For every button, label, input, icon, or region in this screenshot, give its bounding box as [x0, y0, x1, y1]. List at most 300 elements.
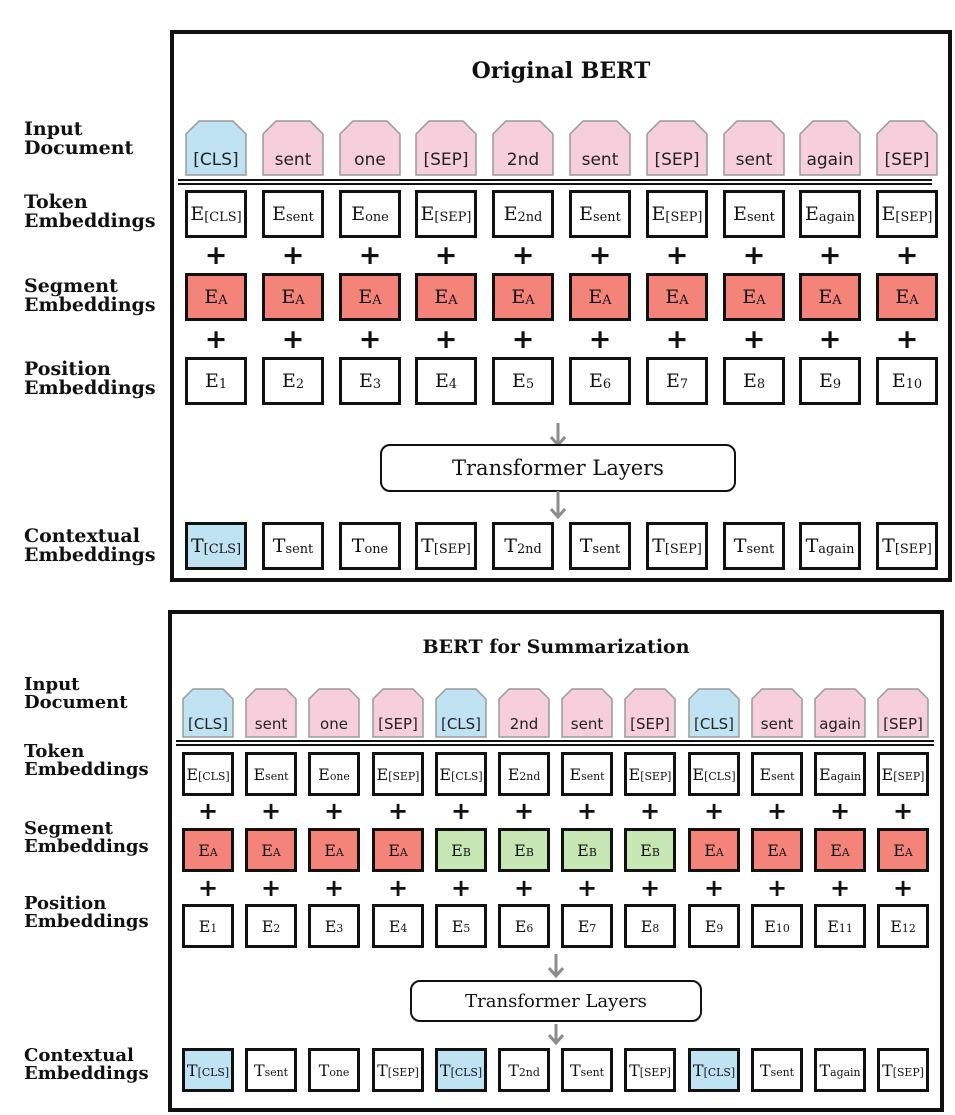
- segment-embedding: [646, 273, 708, 321]
- embedding-subscript: [SEP]: [665, 209, 703, 225]
- embedding-symbol: E: [665, 370, 680, 392]
- segment-embedding: [262, 273, 324, 321]
- contextual-embedding: [245, 1048, 297, 1092]
- contextual-embedding: [308, 1048, 360, 1092]
- segment-embedding: [498, 828, 550, 872]
- embedding-subscript: [CLS]: [704, 770, 736, 784]
- embedding-symbol: E: [351, 203, 366, 225]
- input-token: [561, 688, 613, 738]
- embedding-subscript: A: [372, 292, 382, 308]
- plus-sign: +: [766, 797, 788, 825]
- embedding-symbol: E: [759, 764, 772, 784]
- input-token: [569, 120, 631, 176]
- position-embedding: [245, 904, 297, 948]
- plus-sign: +: [703, 874, 725, 902]
- input-token: [498, 688, 550, 738]
- embedding-symbol: E: [569, 764, 582, 784]
- position-embedding: [492, 357, 554, 405]
- contextual-embedding: [624, 1048, 676, 1092]
- token-text: one: [320, 715, 348, 733]
- plus-sign: +: [639, 874, 661, 902]
- token-text: sent: [760, 715, 794, 733]
- embedding-subscript: 2nd: [516, 541, 542, 557]
- plus-sign: +: [829, 874, 851, 902]
- embedding-subscript: sent: [264, 1066, 289, 1080]
- embedding-subscript: 10: [775, 922, 790, 936]
- embedding-subscript: [CLS]: [203, 541, 242, 557]
- plus-sign: +: [204, 240, 228, 271]
- embedding-subscript: [SEP]: [664, 541, 702, 557]
- embedding-symbol: E: [376, 764, 389, 784]
- embedding-symbol: E: [767, 840, 779, 860]
- plus-sign: +: [895, 240, 919, 271]
- row-label-token: [24, 743, 149, 780]
- input-token: [646, 120, 708, 176]
- embedding-subscript: 8: [652, 922, 660, 936]
- embedding-symbol: T: [805, 535, 819, 557]
- embedding-subscript: A: [909, 292, 919, 308]
- plus-sign: +: [892, 797, 914, 825]
- row-label-line: Input: [24, 118, 83, 140]
- embedding-symbol: E: [640, 840, 652, 860]
- embedding-symbol: E: [198, 840, 210, 860]
- embedding-subscript: 4: [400, 922, 408, 936]
- row-label-line: Position: [24, 358, 111, 380]
- embedding-symbol: E: [503, 203, 518, 225]
- plus-sign: +: [588, 324, 612, 355]
- row-label-segment: [24, 820, 149, 857]
- embedding-subscript: A: [756, 292, 766, 308]
- token-text: [SEP]: [630, 715, 670, 733]
- contextual-embedding: [876, 522, 938, 570]
- token-text: [CLS]: [693, 715, 735, 733]
- embedding-subscript: A: [399, 846, 408, 860]
- plus-sign: +: [323, 797, 345, 825]
- plus-sign: +: [511, 324, 535, 355]
- embedding-subscript: [CLS]: [450, 1066, 483, 1080]
- segment-embedding: [415, 273, 477, 321]
- token-text: sent: [581, 150, 619, 170]
- transformer-layers-box: Transformer Layers: [380, 444, 736, 492]
- token-embedding: [723, 190, 785, 238]
- plus-sign: +: [576, 874, 598, 902]
- contextual-embedding: [751, 1048, 803, 1092]
- segment-embedding: [492, 273, 554, 321]
- token-text: [SEP]: [378, 715, 418, 733]
- token-text: sent: [735, 150, 773, 170]
- embedding-subscript: A: [679, 292, 689, 308]
- embedding-symbol: E: [451, 916, 464, 936]
- token-text: [CLS]: [193, 150, 239, 170]
- row-label-line: Input: [24, 674, 80, 695]
- segment-embedding: [569, 273, 631, 321]
- embedding-symbol: T: [882, 1060, 893, 1080]
- embedding-subscript: 3: [336, 922, 344, 936]
- token-text: again: [819, 715, 861, 733]
- transformer-layers-box: Transformer Layers: [410, 980, 702, 1022]
- embedding-subscript: 10: [905, 376, 923, 392]
- embedding-subscript: A: [841, 846, 850, 860]
- position-embedding: [877, 904, 929, 948]
- embedding-subscript: A: [832, 292, 842, 308]
- token-embedding: [339, 190, 401, 238]
- row-label-line: Embeddings: [24, 544, 156, 567]
- contextual-embedding: [569, 522, 631, 570]
- input-token: [185, 120, 247, 176]
- embedding-subscript: [SEP]: [640, 770, 672, 784]
- position-embedding: [799, 357, 861, 405]
- contextual-embedding: [415, 522, 477, 570]
- contextual-embedding: [646, 522, 708, 570]
- embedding-symbol: E: [420, 203, 435, 225]
- embedding-subscript: B: [651, 846, 660, 860]
- embedding-subscript: 2nd: [519, 770, 541, 784]
- contextual-embedding: [339, 522, 401, 570]
- input-token: [245, 688, 297, 738]
- embedding-subscript: again: [830, 1066, 861, 1080]
- input-token: [814, 688, 866, 738]
- embedding-subscript: sent: [593, 209, 621, 225]
- plus-sign: +: [260, 874, 282, 902]
- plus-sign: +: [281, 240, 305, 271]
- token-embedding: [415, 190, 477, 238]
- embedding-subscript: B: [525, 846, 534, 860]
- embedding-symbol: E: [281, 286, 296, 308]
- embedding-symbol: T: [318, 1060, 330, 1080]
- embedding-symbol: E: [704, 916, 717, 936]
- embedding-symbol: E: [818, 764, 831, 784]
- embedding-symbol: T: [190, 535, 204, 557]
- token-embedding: [799, 190, 861, 238]
- embedding-subscript: [CLS]: [204, 209, 242, 225]
- row-label-line: Document: [24, 137, 134, 160]
- embedding-subscript: [SEP]: [433, 541, 471, 557]
- embedding-subscript: A: [602, 292, 612, 308]
- token-embedding: [624, 752, 676, 796]
- embedding-symbol: E: [881, 764, 894, 784]
- embedding-subscript: A: [715, 846, 724, 860]
- plus-sign: +: [434, 324, 458, 355]
- embedding-symbol: T: [759, 1060, 771, 1080]
- position-embedding: [435, 904, 487, 948]
- embedding-symbol: E: [324, 840, 336, 860]
- plus-sign: +: [818, 240, 842, 271]
- embedding-symbol: E: [764, 916, 776, 936]
- token-text: sent: [570, 715, 604, 733]
- row-label-line: Embeddings: [24, 759, 149, 781]
- embedding-subscript: 1: [210, 922, 218, 936]
- row-label-line: Contextual: [24, 1045, 134, 1066]
- embedding-symbol: T: [508, 1060, 519, 1080]
- contextual-embedding: [723, 522, 785, 570]
- embedding-subscript: [SEP]: [388, 770, 420, 784]
- embedding-subscript: sent: [581, 770, 605, 784]
- position-embedding: [262, 357, 324, 405]
- contextual-embedding: [799, 522, 861, 570]
- embedding-symbol: T: [504, 535, 517, 557]
- embedding-subscript: again: [818, 209, 855, 225]
- contextual-embedding: [688, 1048, 740, 1092]
- embedding-symbol: E: [388, 840, 400, 860]
- segment-embedding: [435, 828, 487, 872]
- embedding-symbol: E: [891, 370, 906, 392]
- embedding-symbol: E: [511, 286, 526, 308]
- row-label-line: Segment: [24, 275, 118, 297]
- embedding-subscript: 8: [756, 376, 766, 392]
- plus-sign: +: [387, 797, 409, 825]
- embedding-subscript: sent: [747, 209, 775, 225]
- embedding-symbol: E: [324, 916, 337, 936]
- token-embedding: [688, 752, 740, 796]
- embedding-symbol: E: [434, 370, 449, 392]
- segment-embedding: [799, 273, 861, 321]
- plus-sign: +: [892, 874, 914, 902]
- embedding-symbol: E: [272, 203, 287, 225]
- embedding-subscript: 12: [901, 922, 916, 936]
- row-label-input: [24, 676, 128, 713]
- token-embedding: [245, 752, 297, 796]
- embedding-subscript: sent: [771, 770, 795, 784]
- embedding-symbol: E: [514, 916, 527, 936]
- embedding-subscript: one: [365, 209, 389, 225]
- row-label-line: Contextual: [24, 525, 140, 547]
- token-embedding: [877, 752, 929, 796]
- segment-embedding: [723, 273, 785, 321]
- embedding-subscript: 5: [525, 376, 535, 392]
- row-label-line: Token: [24, 191, 88, 213]
- plus-sign: +: [197, 797, 219, 825]
- embedding-subscript: 1: [218, 376, 228, 392]
- row-label-contextual: [24, 527, 156, 566]
- embedding-symbol: E: [577, 840, 589, 860]
- input-token: [339, 120, 401, 176]
- input-token: [262, 120, 324, 176]
- embedding-subscript: [CLS]: [703, 1066, 736, 1080]
- embedding-symbol: E: [818, 286, 833, 308]
- position-embedding: [561, 904, 613, 948]
- embedding-subscript: 2: [273, 922, 281, 936]
- embedding-subscript: sent: [580, 1066, 605, 1080]
- embedding-symbol: E: [261, 840, 273, 860]
- row-label-position: [24, 360, 156, 399]
- row-label-segment: [24, 277, 156, 316]
- token-embedding: [561, 752, 613, 796]
- row-label-line: Document: [24, 692, 128, 714]
- embedding-subscript: B: [462, 846, 471, 860]
- embedding-symbol: T: [421, 535, 434, 557]
- plus-sign: +: [818, 324, 842, 355]
- embedding-symbol: T: [629, 1060, 640, 1080]
- embedding-symbol: E: [893, 840, 905, 860]
- embedding-symbol: T: [439, 1060, 451, 1080]
- embedding-subscript: sent: [592, 541, 621, 557]
- plus-sign: +: [513, 797, 535, 825]
- plus-sign: +: [281, 324, 305, 355]
- plus-sign: +: [895, 324, 919, 355]
- row-label-line: Embeddings: [24, 377, 156, 400]
- embedding-subscript: A: [209, 846, 218, 860]
- embedding-subscript: [CLS]: [197, 1066, 230, 1080]
- embedding-subscript: 7: [589, 922, 597, 936]
- position-embedding: [308, 904, 360, 948]
- embedding-subscript: [SEP]: [639, 1066, 671, 1080]
- embedding-subscript: 6: [602, 376, 612, 392]
- token-text: [SEP]: [884, 150, 930, 170]
- position-embedding: [182, 904, 234, 948]
- embedding-subscript: 9: [716, 922, 724, 936]
- embedding-symbol: T: [819, 1060, 831, 1080]
- embedding-symbol: E: [588, 286, 603, 308]
- embedding-symbol: E: [890, 916, 902, 936]
- embedding-symbol: E: [204, 286, 219, 308]
- position-embedding: [498, 904, 550, 948]
- embedding-symbol: E: [439, 764, 452, 784]
- embedding-symbol: T: [652, 535, 665, 557]
- embedding-subscript: one: [329, 770, 350, 784]
- embedding-subscript: B: [588, 846, 597, 860]
- token-embedding: [492, 190, 554, 238]
- embedding-subscript: 2: [295, 376, 305, 392]
- segment-embedding: [308, 828, 360, 872]
- row-label-line: Embeddings: [24, 836, 149, 858]
- plus-sign: +: [588, 240, 612, 271]
- embedding-subscript: A: [525, 292, 535, 308]
- token-embedding: [185, 190, 247, 238]
- segment-embedding: [182, 828, 234, 872]
- row-label-position: [24, 895, 149, 932]
- segment-embedding: [688, 828, 740, 872]
- plus-sign: +: [197, 874, 219, 902]
- row-label-line: Embeddings: [24, 1063, 149, 1085]
- input-token: [308, 688, 360, 738]
- position-embedding: [876, 357, 938, 405]
- plus-sign: +: [665, 324, 689, 355]
- embedding-subscript: [CLS]: [451, 770, 483, 784]
- contextual-embedding: [877, 1048, 929, 1092]
- row-label-line: Embeddings: [24, 911, 149, 933]
- contextual-embedding: [262, 522, 324, 570]
- segment-embedding: [339, 273, 401, 321]
- plus-sign: +: [450, 874, 472, 902]
- embedding-symbol: E: [651, 203, 666, 225]
- embedding-subscript: [CLS]: [198, 770, 230, 784]
- token-text: [SEP]: [654, 150, 700, 170]
- embedding-symbol: T: [733, 535, 747, 557]
- row-label-token: [24, 193, 156, 232]
- plus-sign: +: [387, 874, 409, 902]
- segment-embedding: [372, 828, 424, 872]
- embedding-symbol: E: [588, 370, 603, 392]
- plus-sign: +: [766, 874, 788, 902]
- input-separator: [176, 740, 934, 746]
- embedding-symbol: E: [895, 286, 910, 308]
- embedding-subscript: A: [218, 292, 228, 308]
- input-token: [877, 688, 929, 738]
- position-embedding: [688, 904, 740, 948]
- token-text: [SEP]: [883, 715, 923, 733]
- embedding-symbol: E: [881, 203, 896, 225]
- row-label-line: Embeddings: [24, 210, 156, 233]
- embedding-subscript: A: [778, 846, 787, 860]
- plus-sign: +: [434, 240, 458, 271]
- embedding-subscript: A: [272, 846, 281, 860]
- embedding-symbol: E: [358, 370, 373, 392]
- embedding-symbol: E: [742, 370, 757, 392]
- token-text: [CLS]: [187, 715, 229, 733]
- contextual-embedding: [372, 1048, 424, 1092]
- embedding-subscript: 6: [526, 922, 534, 936]
- embedding-symbol: E: [388, 916, 401, 936]
- row-label-input: [24, 120, 133, 159]
- plus-sign: +: [323, 874, 345, 902]
- plus-sign: +: [511, 240, 535, 271]
- embedding-subscript: 7: [679, 376, 689, 392]
- embedding-symbol: E: [805, 203, 819, 225]
- embedding-subscript: one: [364, 541, 389, 557]
- position-embedding: [814, 904, 866, 948]
- plus-sign: +: [829, 797, 851, 825]
- token-text: one: [354, 150, 386, 170]
- embedding-symbol: T: [882, 535, 895, 557]
- token-text: [CLS]: [440, 715, 482, 733]
- input-token: [372, 688, 424, 738]
- embedding-symbol: E: [318, 764, 330, 784]
- plus-sign: +: [358, 240, 382, 271]
- plus-sign: +: [742, 324, 766, 355]
- embedding-symbol: T: [377, 1060, 388, 1080]
- plus-sign: +: [358, 324, 382, 355]
- plus-sign: +: [513, 874, 535, 902]
- embedding-subscript: sent: [286, 209, 314, 225]
- token-text: 2nd: [509, 715, 539, 733]
- embedding-symbol: E: [281, 370, 296, 392]
- token-text: sent: [254, 715, 288, 733]
- position-embedding: [339, 357, 401, 405]
- token-embedding: [308, 752, 360, 796]
- segment-embedding: [624, 828, 676, 872]
- input-token: [492, 120, 554, 176]
- token-embedding: [569, 190, 631, 238]
- embedding-symbol: T: [569, 1060, 581, 1080]
- embedding-symbol: E: [186, 764, 199, 784]
- position-embedding: [569, 357, 631, 405]
- row-label-line: Token: [24, 741, 85, 762]
- contextual-embedding: [492, 522, 554, 570]
- embedding-symbol: E: [451, 840, 463, 860]
- embedding-symbol: E: [577, 916, 590, 936]
- token-text: sent: [274, 150, 312, 170]
- plus-sign: +: [204, 324, 228, 355]
- embedding-subscript: [SEP]: [892, 1066, 924, 1080]
- diagram-title: BERT for Summarization: [422, 636, 690, 658]
- input-token: [624, 688, 676, 738]
- embedding-subscript: [SEP]: [893, 770, 925, 784]
- plus-sign: +: [703, 797, 725, 825]
- input-token: [435, 688, 487, 738]
- token-text: [SEP]: [423, 150, 469, 170]
- embedding-symbol: E: [514, 840, 526, 860]
- embedding-symbol: E: [507, 764, 520, 784]
- row-label-line: Position: [24, 893, 107, 914]
- embedding-symbol: E: [190, 203, 205, 225]
- embedding-symbol: E: [198, 916, 211, 936]
- segment-embedding: [814, 828, 866, 872]
- position-embedding: [646, 357, 708, 405]
- embedding-subscript: sent: [770, 1066, 795, 1080]
- diagram-title: Original BERT: [471, 58, 651, 84]
- input-token: [876, 120, 938, 176]
- token-embedding: [751, 752, 803, 796]
